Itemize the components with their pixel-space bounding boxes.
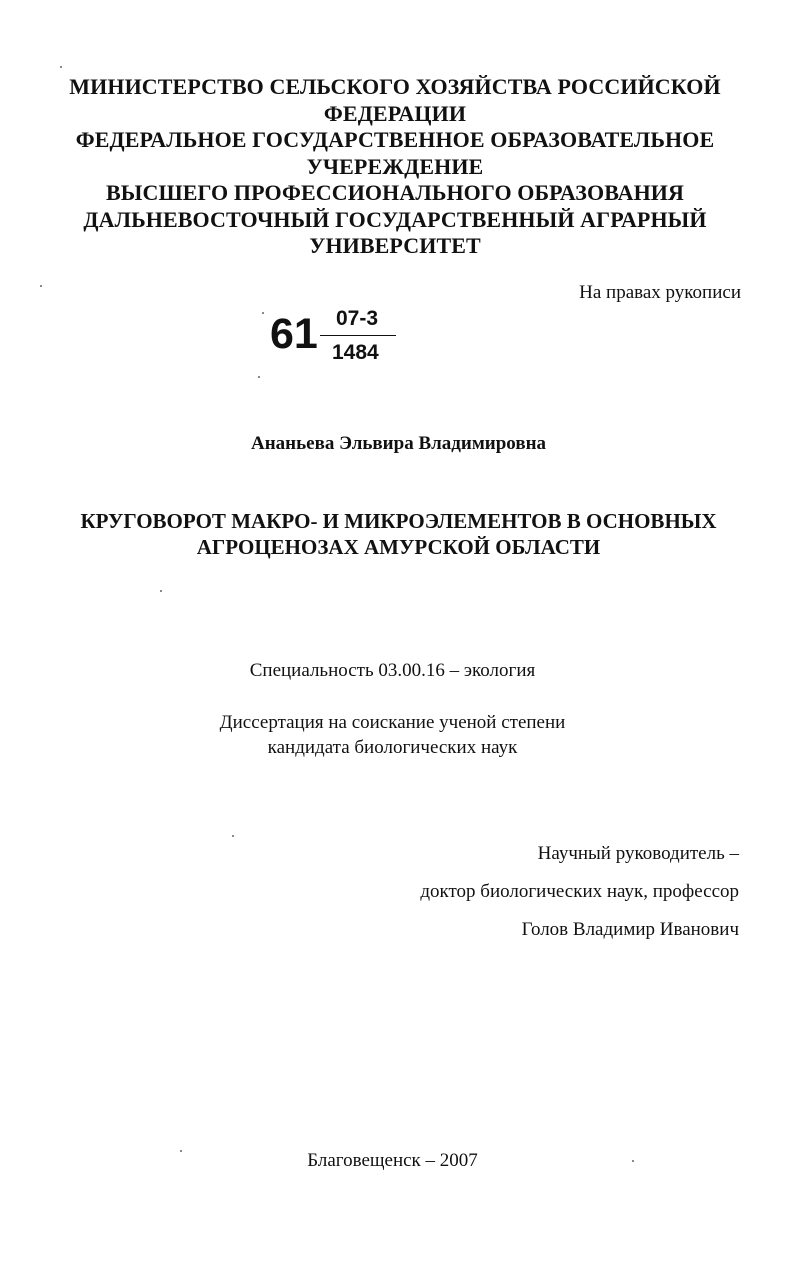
institution-line: УНИВЕРСИТЕТ [309,233,481,258]
rights-note: На правах рукописи [579,282,741,303]
stamp-bottom-number: 1484 [332,341,379,364]
stamp-main-number: 61 [270,310,318,358]
title-line: КРУГОВОРОТ МАКРО- И МИКРОЭЛЕМЕНТОВ В ОСНОВНЫХ [80,509,717,533]
supervisor-credentials: доктор биологических наук, профессор [420,881,739,902]
scan-speck [180,1150,182,1152]
institution-line: ФЕДЕРАЦИИ [323,100,467,126]
scan-speck [232,835,234,837]
degree-statement [0,710,785,760]
supervisor-block [420,835,739,949]
institution-line: МИНИСТЕРСТВО СЕЛЬСКОГО ХОЗЯЙСТВА РОССИЙСКОЙ [69,74,721,99]
institution-line: ДАЛЬНЕВОСТОЧНЫЙ ГОСУДАРСТВЕННЫЙ АГРАРНЫЙ [83,206,707,232]
scan-speck [60,66,62,68]
institution-line: ФЕДЕРАЛЬНОЕ ГОСУДАРСТВЕННОЕ ОБРАЗОВАТЕЛЬНОЕ [75,127,715,152]
scan-speck [258,376,260,378]
supervisor-name: Голов Владимир Иванович [521,919,739,940]
supervisor-role: Научный руководитель – [537,843,739,864]
catalog-stamp [270,307,410,371]
title-line: АГРОЦЕНОЗАХ АМУРСКОЙ ОБЛАСТИ [196,535,601,559]
specialty: Специальность 03.00.16 – экология [249,660,536,681]
scan-speck [262,312,264,314]
scan-speck [632,1160,634,1162]
institution-header [60,74,730,260]
stamp-fraction-line [320,335,396,336]
scan-speck [40,285,42,287]
institution-line: УЧЕРЕЖДЕНИЕ [306,153,484,179]
degree-line: кандидата биологических наук [267,737,518,758]
stamp-top-number: 07-3 [336,307,379,330]
scan-speck [160,590,162,592]
institution-line: ВЫСШЕГО ПРОФЕССИОНАЛЬНОГО ОБРАЗОВАНИЯ [106,180,684,205]
degree-line: Диссертация на соискание ученой степени [219,712,566,733]
author-name: Ананьева Эльвира Владимировна [250,433,547,454]
city-year: Благовещенск – 2007 [307,1150,478,1171]
dissertation-title [40,508,757,560]
